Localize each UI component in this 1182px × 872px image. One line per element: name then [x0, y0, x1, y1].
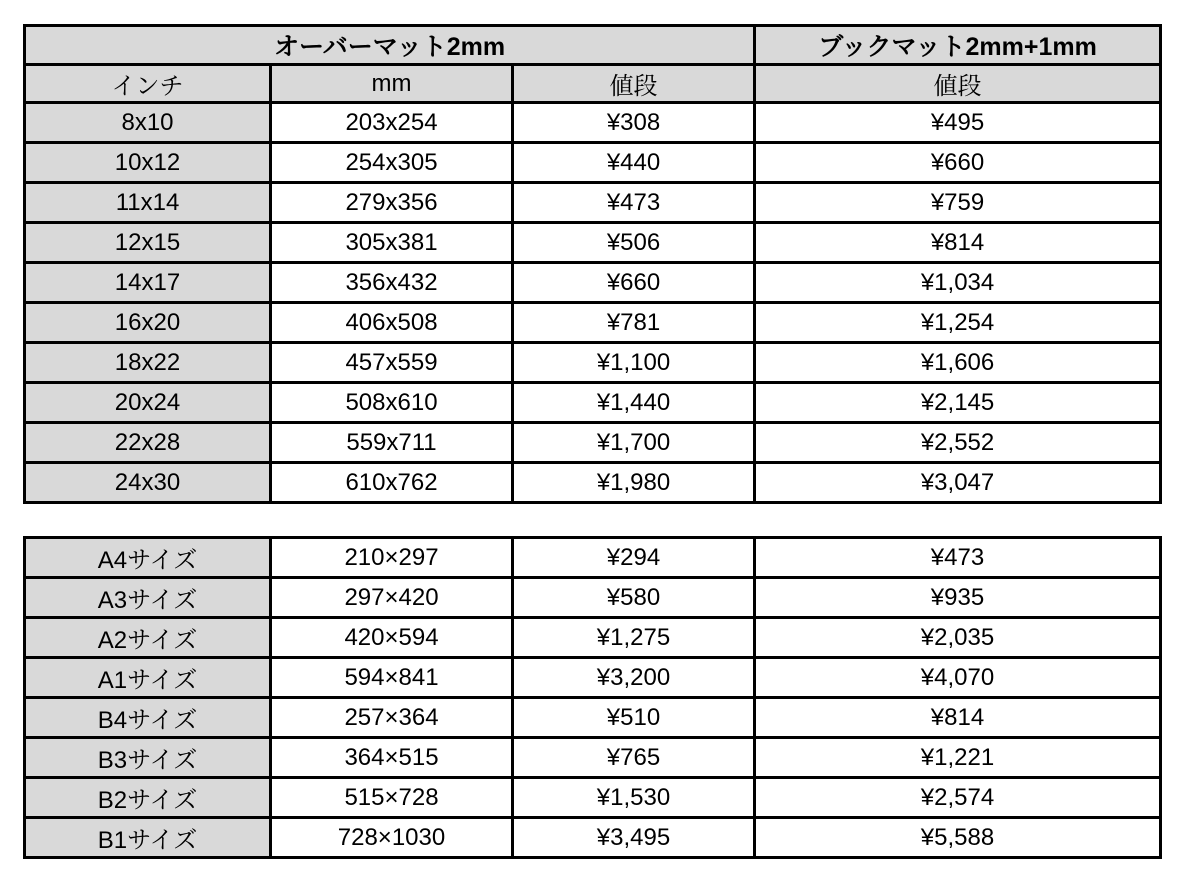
bookmat-price-cell: ¥3,047	[755, 463, 1161, 503]
mm-cell: 254x305	[271, 143, 513, 183]
bookmat-price-cell: ¥2,552	[755, 423, 1161, 463]
table-row	[25, 738, 1161, 778]
mm-cell: 203x254	[271, 103, 513, 143]
mm-cell: 559x711	[271, 423, 513, 463]
overmat-price-cell: ¥1,440	[513, 383, 755, 423]
table-row	[25, 263, 1161, 303]
overmat-price-cell: ¥3,495	[513, 818, 755, 858]
overmat-price-cell: ¥506	[513, 223, 755, 263]
inch-cell: 24x30	[25, 463, 271, 503]
bookmat-group-header: ブックマット2mm+1mm	[755, 26, 1161, 65]
inch-cell: 16x20	[25, 303, 271, 343]
mm-cell: 610x762	[271, 463, 513, 503]
mm-cell: 406x508	[271, 303, 513, 343]
table-row	[25, 618, 1161, 658]
bookmat-price-cell: ¥473	[755, 538, 1161, 578]
table-row	[25, 463, 1161, 503]
bookmat-price-cell: ¥2,145	[755, 383, 1161, 423]
mm-cell: 297×420	[271, 578, 513, 618]
bookmat-price-cell: ¥5,588	[755, 818, 1161, 858]
inch-cell: 22x28	[25, 423, 271, 463]
col-header-inch: インチ	[25, 65, 271, 103]
mm-cell: 594×841	[271, 658, 513, 698]
size-cell: A1サイズ	[25, 658, 271, 698]
size-cell: B1サイズ	[25, 818, 271, 858]
col-header-bookmat-price: 値段	[755, 65, 1161, 103]
bookmat-price-cell: ¥935	[755, 578, 1161, 618]
mm-cell: 420×594	[271, 618, 513, 658]
col-header-mm: mm	[271, 65, 513, 103]
table-gap	[23, 504, 1182, 536]
inch-cell: 14x17	[25, 263, 271, 303]
size-cell: B3サイズ	[25, 738, 271, 778]
bookmat-price-cell: ¥814	[755, 223, 1161, 263]
overmat-group-header: オーバーマット2mm	[25, 26, 755, 65]
mm-cell: 515×728	[271, 778, 513, 818]
mm-cell: 508x610	[271, 383, 513, 423]
size-cell: B4サイズ	[25, 698, 271, 738]
table-row	[25, 698, 1161, 738]
bookmat-price-cell: ¥759	[755, 183, 1161, 223]
table-row	[25, 658, 1161, 698]
table-row	[25, 423, 1161, 463]
overmat-price-cell: ¥440	[513, 143, 755, 183]
table-row	[25, 343, 1161, 383]
overmat-price-cell: ¥1,530	[513, 778, 755, 818]
bookmat-price-cell: ¥495	[755, 103, 1161, 143]
overmat-price-cell: ¥510	[513, 698, 755, 738]
table-row	[25, 778, 1161, 818]
col-header-overmat-price: 値段	[513, 65, 755, 103]
group-header-row	[25, 26, 1161, 65]
overmat-price-cell: ¥1,100	[513, 343, 755, 383]
table-row	[25, 303, 1161, 343]
bookmat-price-cell: ¥814	[755, 698, 1161, 738]
mm-cell: 305x381	[271, 223, 513, 263]
inch-cell: 8x10	[25, 103, 271, 143]
table-row	[25, 818, 1161, 858]
overmat-price-cell: ¥660	[513, 263, 755, 303]
overmat-price-cell: ¥781	[513, 303, 755, 343]
overmat-price-cell: ¥1,980	[513, 463, 755, 503]
bookmat-price-cell: ¥2,574	[755, 778, 1161, 818]
mm-cell: 210×297	[271, 538, 513, 578]
ab-size-price-table	[23, 536, 1162, 859]
size-cell: A3サイズ	[25, 578, 271, 618]
inch-cell: 12x15	[25, 223, 271, 263]
inch-size-price-table	[23, 24, 1162, 504]
table-row	[25, 383, 1161, 423]
table-row	[25, 183, 1161, 223]
mm-cell: 364×515	[271, 738, 513, 778]
table-row	[25, 578, 1161, 618]
overmat-price-cell: ¥580	[513, 578, 755, 618]
table-row	[25, 538, 1161, 578]
overmat-price-cell: ¥308	[513, 103, 755, 143]
table-row	[25, 223, 1161, 263]
bookmat-price-cell: ¥660	[755, 143, 1161, 183]
column-header-row	[25, 65, 1161, 103]
mm-cell: 257×364	[271, 698, 513, 738]
bookmat-price-cell: ¥1,606	[755, 343, 1161, 383]
mm-cell: 728×1030	[271, 818, 513, 858]
inch-cell: 11x14	[25, 183, 271, 223]
bookmat-price-cell: ¥2,035	[755, 618, 1161, 658]
overmat-price-cell: ¥765	[513, 738, 755, 778]
mm-cell: 457x559	[271, 343, 513, 383]
size-cell: A4サイズ	[25, 538, 271, 578]
inch-cell: 20x24	[25, 383, 271, 423]
size-cell: B2サイズ	[25, 778, 271, 818]
bookmat-price-cell: ¥4,070	[755, 658, 1161, 698]
bookmat-price-cell: ¥1,254	[755, 303, 1161, 343]
size-cell: A2サイズ	[25, 618, 271, 658]
table-row	[25, 143, 1161, 183]
bookmat-price-cell: ¥1,034	[755, 263, 1161, 303]
mm-cell: 356x432	[271, 263, 513, 303]
overmat-price-cell: ¥473	[513, 183, 755, 223]
overmat-price-cell: ¥294	[513, 538, 755, 578]
inch-cell: 18x22	[25, 343, 271, 383]
mm-cell: 279x356	[271, 183, 513, 223]
overmat-price-cell: ¥3,200	[513, 658, 755, 698]
overmat-price-cell: ¥1,275	[513, 618, 755, 658]
overmat-price-cell: ¥1,700	[513, 423, 755, 463]
inch-cell: 10x12	[25, 143, 271, 183]
table-row	[25, 103, 1161, 143]
bookmat-price-cell: ¥1,221	[755, 738, 1161, 778]
